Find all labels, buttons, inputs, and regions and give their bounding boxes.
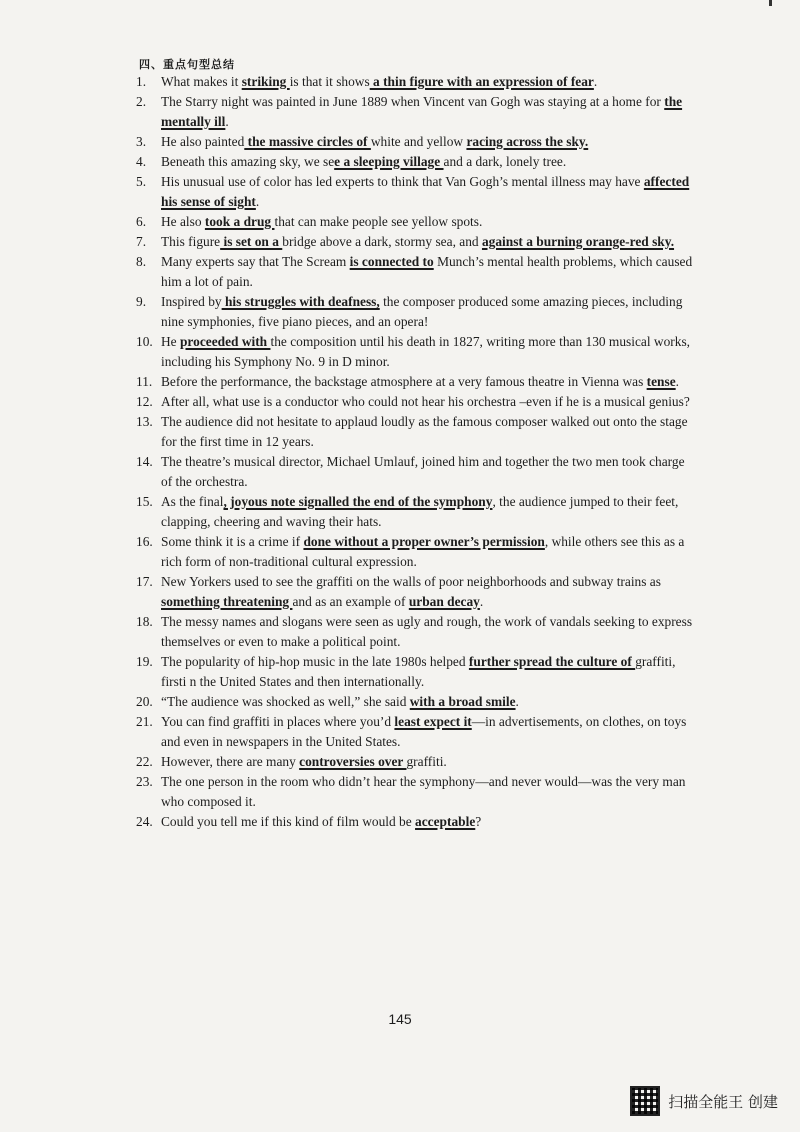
- sentence-text: Could you tell me if this kind of film would be: [161, 814, 416, 829]
- sentence-item: [136, 452, 696, 492]
- sentence-text: the composer produced some amazing pieces, including nine symphonies, five piano pieces, and an opera!: [161, 294, 683, 329]
- key-phrase: the massive circles of: [244, 134, 371, 149]
- key-phrase: is connected to: [349, 254, 434, 269]
- sentence-item: [136, 532, 696, 572]
- sentence-item: [136, 712, 696, 752]
- sentence-text: ?: [475, 814, 482, 829]
- sentence-text: .: [479, 594, 484, 609]
- sentence-number: 14.: [136, 454, 153, 469]
- sentence-item: [136, 252, 696, 292]
- sentence-item: [136, 292, 696, 332]
- sentence-text: and as an example of: [292, 594, 409, 609]
- sentence-number: 16.: [136, 534, 153, 549]
- scanner-label: 扫描全能王 创建: [668, 1092, 778, 1111]
- sentence-text: , while others see this as a rich form of non-traditional cultural expression.: [161, 534, 685, 569]
- scanner-watermark: [630, 1086, 778, 1116]
- key-phrase: e a sleeping village: [334, 154, 444, 169]
- sentence-text: The one person in the room who didn’t hear the symphony—and never would—was the very man who composed it.: [161, 774, 686, 809]
- page-number: 145: [388, 1011, 412, 1027]
- sentence-text: bridge above a dark, stormy sea, and: [282, 234, 482, 249]
- sentence-text: Munch’s mental health problems, which caused him a lot of pain.: [161, 254, 693, 289]
- sentence-text: Many experts say that The Scream: [161, 254, 350, 269]
- sentence-text: The audience did not hesitate to applaud loudly as the famous composer walked out onto the stage for the first time in 12 years.: [161, 414, 688, 449]
- sentence-number: 1.: [136, 74, 147, 89]
- sentence-text: The theatre’s musical director, Michael Umlauf, joined him and together the two men took charge of the orchestra.: [161, 454, 685, 489]
- sentence-item: [136, 212, 696, 232]
- sentence-text: —in advertisements, on clothes, on toys and even in newspapers in the United States.: [161, 714, 687, 749]
- sentence-text: .: [675, 374, 680, 389]
- sentence-number: 23.: [136, 774, 153, 789]
- scan-mark: [769, 0, 772, 6]
- sentence-text: Some think it is a crime if: [161, 534, 304, 549]
- sentence-text: What makes it: [161, 74, 242, 89]
- sentence-number: 20.: [136, 694, 153, 709]
- sentence-text: “The audience was shocked as well,” she said: [161, 694, 410, 709]
- sentence-number: 24.: [136, 814, 153, 829]
- key-phrase: his struggles with deafness,: [221, 294, 380, 309]
- sentence-text: You can find graffiti in places where you’d: [161, 714, 395, 729]
- sentence-item: [136, 392, 696, 412]
- sentence-number: 6.: [136, 214, 147, 229]
- sentence-item: [136, 772, 696, 812]
- sentence-text: is that it shows: [289, 74, 370, 89]
- sentence-item: [136, 492, 696, 532]
- sentence-list: [136, 72, 696, 832]
- sentence-number: 8.: [136, 254, 147, 269]
- key-phrase: racing across the sky.: [466, 134, 589, 149]
- sentence-number: 11.: [136, 374, 153, 389]
- sentence-text: .: [593, 74, 598, 89]
- sentence-item: [136, 752, 696, 772]
- sentence-text: Beneath this amazing sky, we se: [161, 154, 335, 169]
- key-phrase: striking: [241, 74, 290, 89]
- sentence-number: 10.: [136, 334, 153, 349]
- sentence-number: 19.: [136, 654, 153, 669]
- sentence-number: 9.: [136, 294, 147, 309]
- qr-code-icon: [630, 1086, 660, 1116]
- sentence-text: and a dark, lonely tree.: [443, 154, 567, 169]
- sentence-text: The Starry night was painted in June 1889 when Vincent van Gogh was staying at a home for: [161, 94, 665, 109]
- sentence-number: 21.: [136, 714, 153, 729]
- sentence-item: [136, 612, 696, 652]
- sentence-item: [136, 132, 696, 152]
- sentence-item: [136, 652, 696, 692]
- key-phrase: affected his sense of sight: [161, 174, 690, 209]
- key-phrase: against a burning orange-red sky.: [481, 234, 675, 249]
- sentence-number: 17.: [136, 574, 153, 589]
- sentence-number: 2.: [136, 94, 147, 109]
- sentence-text: The popularity of hip-hop music in the late 1980s helped: [161, 654, 469, 669]
- sentence-text: that can make people see yellow spots.: [274, 214, 483, 229]
- sentence-item: [136, 572, 696, 612]
- sentence-text: As the final: [161, 494, 224, 509]
- key-phrase: with a broad smile: [409, 694, 516, 709]
- key-phrase: urban decay: [408, 594, 480, 609]
- sentence-item: [136, 92, 696, 132]
- key-phrase: proceeded with: [179, 334, 271, 349]
- sentence-item: [136, 412, 696, 452]
- sentence-text: white and yellow: [370, 134, 467, 149]
- key-phrase: acceptable: [415, 814, 476, 829]
- key-phrase: , joyous note signalled the end of the symphony: [223, 494, 493, 509]
- sentence-text: graffiti, firsti n the United States and then internationally.: [161, 654, 676, 689]
- sentence-item: [136, 152, 696, 172]
- sentence-item: [136, 372, 696, 392]
- key-phrase: least expect it: [394, 714, 472, 729]
- key-phrase: something threatening: [161, 594, 293, 609]
- sentence-item: [136, 72, 696, 92]
- sentence-text: He also painted: [161, 134, 245, 149]
- sentence-text: the composition until his death in 1827, writing more than 130 musical works, including his Symphony No. 9 in D minor.: [161, 334, 691, 369]
- key-phrase: controversies over: [299, 754, 407, 769]
- sentence-item: [136, 172, 696, 212]
- key-phrase: a thin figure with an expression of fear: [369, 74, 594, 89]
- sentence-number: 3.: [136, 134, 147, 149]
- section-heading: 四、重点句型总结: [139, 58, 235, 71]
- sentence-number: 22.: [136, 754, 153, 769]
- sentence-text: Inspired by: [161, 294, 222, 309]
- sentence-number: 15.: [136, 494, 153, 509]
- sentence-number: 5.: [136, 174, 147, 189]
- sentence-text: The messy names and slogans were seen as ugly and rough, the work of vandals seeking to express themselves or even to make a political point.: [161, 614, 693, 649]
- key-phrase: is set on a: [220, 234, 283, 249]
- sentence-number: 13.: [136, 414, 153, 429]
- sentence-text: .: [255, 194, 260, 209]
- sentence-text: This figure: [161, 234, 221, 249]
- sentence-number: 12.: [136, 394, 153, 409]
- sentence-item: [136, 812, 696, 832]
- key-phrase: the mentally ill: [161, 94, 683, 129]
- sentence-text: His unusual use of color has led experts to think that Van Gogh’s mental illness may have: [161, 174, 644, 189]
- sentence-text: He: [161, 334, 180, 349]
- sentence-number: 7.: [136, 234, 147, 249]
- sentence-number: 4.: [136, 154, 147, 169]
- sentence-text: graffiti.: [406, 754, 447, 769]
- sentence-item: [136, 332, 696, 372]
- key-phrase: took a drug: [204, 214, 275, 229]
- sentence-text: After all, what use is a conductor who could not hear his orchestra –even if he is a musical genius?: [161, 394, 690, 409]
- sentence-text: However, there are many: [161, 754, 300, 769]
- sentence-number: 18.: [136, 614, 153, 629]
- sentence-text: He also: [161, 214, 205, 229]
- key-phrase: tense: [646, 374, 676, 389]
- sentence-text: Before the performance, the backstage atmosphere at a very famous theatre in Vienna was: [161, 374, 647, 389]
- key-phrase: further spread the culture of: [468, 654, 636, 669]
- sentence-text: .: [515, 694, 519, 709]
- sentence-item: [136, 232, 696, 252]
- sentence-text: , the audience jumped to their feet, clapping, cheering and waving their hats.: [161, 494, 679, 529]
- sentence-item: [136, 692, 696, 712]
- sentence-text: .: [225, 114, 229, 129]
- key-phrase: done without a proper owner’s permission: [303, 534, 545, 549]
- sentence-text: New Yorkers used to see the graffiti on the walls of poor neighborhoods and subway trains as: [161, 574, 661, 589]
